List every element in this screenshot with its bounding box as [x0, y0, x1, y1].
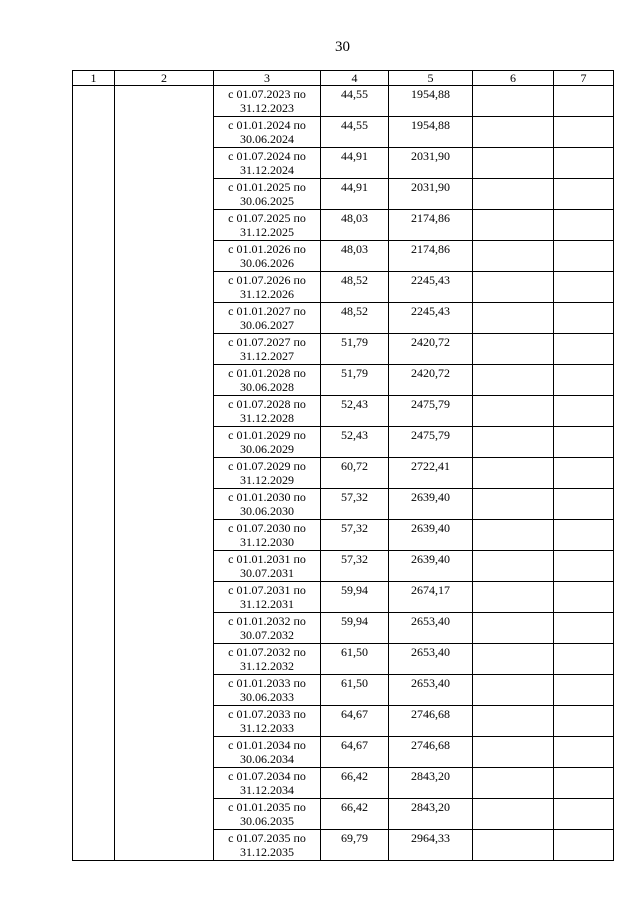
period-from: с 01.07.2033 по [228, 707, 306, 721]
value-col-5: 2245,43 [389, 272, 473, 303]
value-col-5: 2475,79 [389, 396, 473, 427]
value-col-5: 2639,40 [389, 489, 473, 520]
period-cell [214, 210, 321, 241]
header-cell-5: 5 [389, 71, 473, 86]
empty-cell-col-6 [473, 489, 554, 520]
value-col-5: 2420,72 [389, 365, 473, 396]
empty-cell-col-7 [554, 768, 614, 799]
value-col-5: 2722,41 [389, 458, 473, 489]
period-from: с 01.07.2028 по [228, 397, 306, 411]
value-col-4: 60,72 [321, 458, 389, 489]
period-to: 31.12.2034 [240, 783, 294, 797]
empty-cell-col-6 [473, 179, 554, 210]
empty-cell-col-6 [473, 210, 554, 241]
empty-cell-col-7 [554, 520, 614, 551]
empty-cell-col-6 [473, 737, 554, 768]
value-col-5: 2174,86 [389, 210, 473, 241]
period-cell [214, 737, 321, 768]
period-from: с 01.07.2027 по [228, 335, 306, 349]
empty-cell-col-7 [554, 148, 614, 179]
period-from: с 01.01.2027 по [228, 304, 306, 318]
empty-cell-col-7 [554, 706, 614, 737]
period-from: с 01.07.2035 по [228, 831, 306, 845]
period-to: 31.12.2035 [240, 845, 294, 859]
period-from: с 01.07.2030 по [228, 521, 306, 535]
period-to: 30.06.2028 [240, 380, 294, 394]
empty-cell-col-6 [473, 799, 554, 830]
empty-cell-col-6 [473, 706, 554, 737]
value-col-4: 48,52 [321, 303, 389, 334]
period-cell [214, 396, 321, 427]
period-cell [214, 303, 321, 334]
empty-cell-col-7 [554, 210, 614, 241]
value-col-4: 64,67 [321, 706, 389, 737]
empty-cell-col-7 [554, 396, 614, 427]
period-from: с 01.01.2028 по [228, 366, 306, 380]
period-to: 31.12.2027 [240, 349, 294, 363]
header-cell-7: 7 [554, 71, 614, 86]
value-col-4: 51,79 [321, 334, 389, 365]
period-cell [214, 365, 321, 396]
value-col-4: 57,32 [321, 489, 389, 520]
value-col-5: 2746,68 [389, 706, 473, 737]
header-cell-2: 2 [115, 71, 214, 86]
empty-cell-col-6 [473, 582, 554, 613]
period-from: с 01.07.2032 по [228, 645, 306, 659]
period-to: 30.06.2029 [240, 442, 294, 456]
period-to: 30.06.2035 [240, 814, 294, 828]
header-cell-3: 3 [214, 71, 321, 86]
value-col-4: 52,43 [321, 427, 389, 458]
period-cell [214, 520, 321, 551]
value-col-5: 1954,88 [389, 117, 473, 148]
table-row [73, 86, 614, 117]
period-cell [214, 117, 321, 148]
value-col-4: 66,42 [321, 768, 389, 799]
period-to: 30.06.2026 [240, 256, 294, 270]
empty-cell-col-7 [554, 365, 614, 396]
value-col-4: 59,94 [321, 613, 389, 644]
value-col-5: 2245,43 [389, 303, 473, 334]
header-cell-6: 6 [473, 71, 554, 86]
value-col-4: 57,32 [321, 520, 389, 551]
empty-cell-col-7 [554, 489, 614, 520]
value-col-5: 2653,40 [389, 613, 473, 644]
period-to: 31.12.2032 [240, 659, 294, 673]
period-from: с 01.07.2023 по [228, 87, 306, 101]
period-from: с 01.01.2029 по [228, 428, 306, 442]
empty-cell-col-7 [554, 427, 614, 458]
period-to: 30.06.2033 [240, 690, 294, 704]
period-cell [214, 706, 321, 737]
period-cell [214, 613, 321, 644]
period-to: 30.06.2025 [240, 194, 294, 208]
empty-cell-col-6 [473, 148, 554, 179]
empty-cell-col-6 [473, 520, 554, 551]
period-cell [214, 179, 321, 210]
period-cell [214, 148, 321, 179]
value-col-5: 2674,17 [389, 582, 473, 613]
value-col-4: 48,03 [321, 241, 389, 272]
empty-cell-col-7 [554, 675, 614, 706]
empty-cell-col-6 [473, 768, 554, 799]
table-body [73, 86, 614, 861]
period-from: с 01.01.2034 по [228, 738, 306, 752]
tariff-table [72, 70, 614, 861]
period-from: с 01.07.2024 по [228, 149, 306, 163]
value-col-4: 44,91 [321, 148, 389, 179]
period-cell [214, 675, 321, 706]
period-from: с 01.01.2032 по [228, 614, 306, 628]
period-to: 31.12.2033 [240, 721, 294, 735]
period-cell [214, 427, 321, 458]
empty-cell-col-7 [554, 644, 614, 675]
period-from: с 01.01.2025 по [228, 180, 306, 194]
period-cell [214, 830, 321, 861]
period-to: 31.12.2025 [240, 225, 294, 239]
value-col-4: 59,94 [321, 582, 389, 613]
value-col-4: 44,91 [321, 179, 389, 210]
empty-cell-col-6 [473, 241, 554, 272]
empty-cell-col-7 [554, 272, 614, 303]
period-cell [214, 582, 321, 613]
period-to: 30.07.2031 [240, 566, 294, 580]
value-col-5: 1954,88 [389, 86, 473, 117]
empty-cell-col-6 [473, 675, 554, 706]
period-cell [214, 241, 321, 272]
value-col-5: 2843,20 [389, 768, 473, 799]
period-cell [214, 799, 321, 830]
period-from: с 01.07.2025 по [228, 211, 306, 225]
value-col-4: 44,55 [321, 86, 389, 117]
empty-cell-col-7 [554, 117, 614, 148]
empty-cell-col-6 [473, 334, 554, 365]
period-to: 31.12.2026 [240, 287, 294, 301]
period-cell [214, 551, 321, 582]
period-cell [214, 272, 321, 303]
value-col-5: 2174,86 [389, 241, 473, 272]
empty-cell-col-7 [554, 582, 614, 613]
period-from: с 01.01.2035 по [228, 800, 306, 814]
period-to: 30.07.2032 [240, 628, 294, 642]
empty-cell-col-7 [554, 179, 614, 210]
value-col-4: 57,32 [321, 551, 389, 582]
empty-cell-col-7 [554, 86, 614, 117]
table-header [73, 71, 614, 86]
empty-cell-col-6 [473, 427, 554, 458]
value-col-5: 2653,40 [389, 644, 473, 675]
empty-cell-col-6 [473, 613, 554, 644]
period-from: с 01.01.2033 по [228, 676, 306, 690]
period-from: с 01.01.2024 по [228, 118, 306, 132]
empty-cell-col-7 [554, 830, 614, 861]
period-cell [214, 489, 321, 520]
period-to: 31.12.2024 [240, 163, 294, 177]
period-to: 30.06.2027 [240, 318, 294, 332]
merged-cell-col-1 [73, 86, 115, 861]
period-from: с 01.07.2031 по [228, 583, 306, 597]
value-col-5: 2746,68 [389, 737, 473, 768]
value-col-4: 61,50 [321, 644, 389, 675]
period-from: с 01.01.2030 по [228, 490, 306, 504]
value-col-5: 2639,40 [389, 520, 473, 551]
empty-cell-col-7 [554, 799, 614, 830]
value-col-4: 48,03 [321, 210, 389, 241]
period-to: 31.12.2030 [240, 535, 294, 549]
empty-cell-col-7 [554, 241, 614, 272]
empty-cell-col-6 [473, 396, 554, 427]
period-cell [214, 334, 321, 365]
header-cell-1: 1 [73, 71, 115, 86]
empty-cell-col-6 [473, 551, 554, 582]
page-number: 30 [335, 39, 350, 55]
value-col-4: 51,79 [321, 365, 389, 396]
period-to: 31.12.2028 [240, 411, 294, 425]
empty-cell-col-6 [473, 303, 554, 334]
period-from: с 01.07.2034 по [228, 769, 306, 783]
value-col-4: 69,79 [321, 830, 389, 861]
period-to: 31.12.2031 [240, 597, 294, 611]
empty-cell-col-6 [473, 644, 554, 675]
value-col-5: 2964,33 [389, 830, 473, 861]
value-col-5: 2639,40 [389, 551, 473, 582]
value-col-4: 66,42 [321, 799, 389, 830]
empty-cell-col-6 [473, 117, 554, 148]
empty-cell-col-6 [473, 830, 554, 861]
empty-cell-col-6 [473, 365, 554, 396]
empty-cell-col-7 [554, 303, 614, 334]
period-to: 30.06.2034 [240, 752, 294, 766]
merged-cell-col-2 [115, 86, 214, 861]
period-from: с 01.01.2031 по [228, 552, 306, 566]
header-row [73, 71, 614, 86]
period-cell [214, 86, 321, 117]
empty-cell-col-7 [554, 334, 614, 365]
value-col-4: 64,67 [321, 737, 389, 768]
period-to: 30.06.2024 [240, 132, 294, 146]
empty-cell-col-7 [554, 458, 614, 489]
value-col-5: 2420,72 [389, 334, 473, 365]
value-col-5: 2653,40 [389, 675, 473, 706]
header-cell-4: 4 [321, 71, 389, 86]
period-from: с 01.01.2026 по [228, 242, 306, 256]
value-col-5: 2031,90 [389, 179, 473, 210]
period-to: 31.12.2029 [240, 473, 294, 487]
period-to: 31.12.2023 [240, 101, 294, 115]
period-from: с 01.07.2029 по [228, 459, 306, 473]
period-from: с 01.07.2026 по [228, 273, 306, 287]
value-col-4: 48,52 [321, 272, 389, 303]
empty-cell-col-7 [554, 613, 614, 644]
period-cell [214, 644, 321, 675]
period-cell [214, 768, 321, 799]
empty-cell-col-6 [473, 272, 554, 303]
value-col-4: 44,55 [321, 117, 389, 148]
period-cell [214, 458, 321, 489]
value-col-5: 2031,90 [389, 148, 473, 179]
value-col-4: 61,50 [321, 675, 389, 706]
empty-cell-col-6 [473, 86, 554, 117]
empty-cell-col-6 [473, 458, 554, 489]
empty-cell-col-7 [554, 737, 614, 768]
value-col-5: 2843,20 [389, 799, 473, 830]
empty-cell-col-7 [554, 551, 614, 582]
value-col-4: 52,43 [321, 396, 389, 427]
value-col-5: 2475,79 [389, 427, 473, 458]
period-to: 30.06.2030 [240, 504, 294, 518]
